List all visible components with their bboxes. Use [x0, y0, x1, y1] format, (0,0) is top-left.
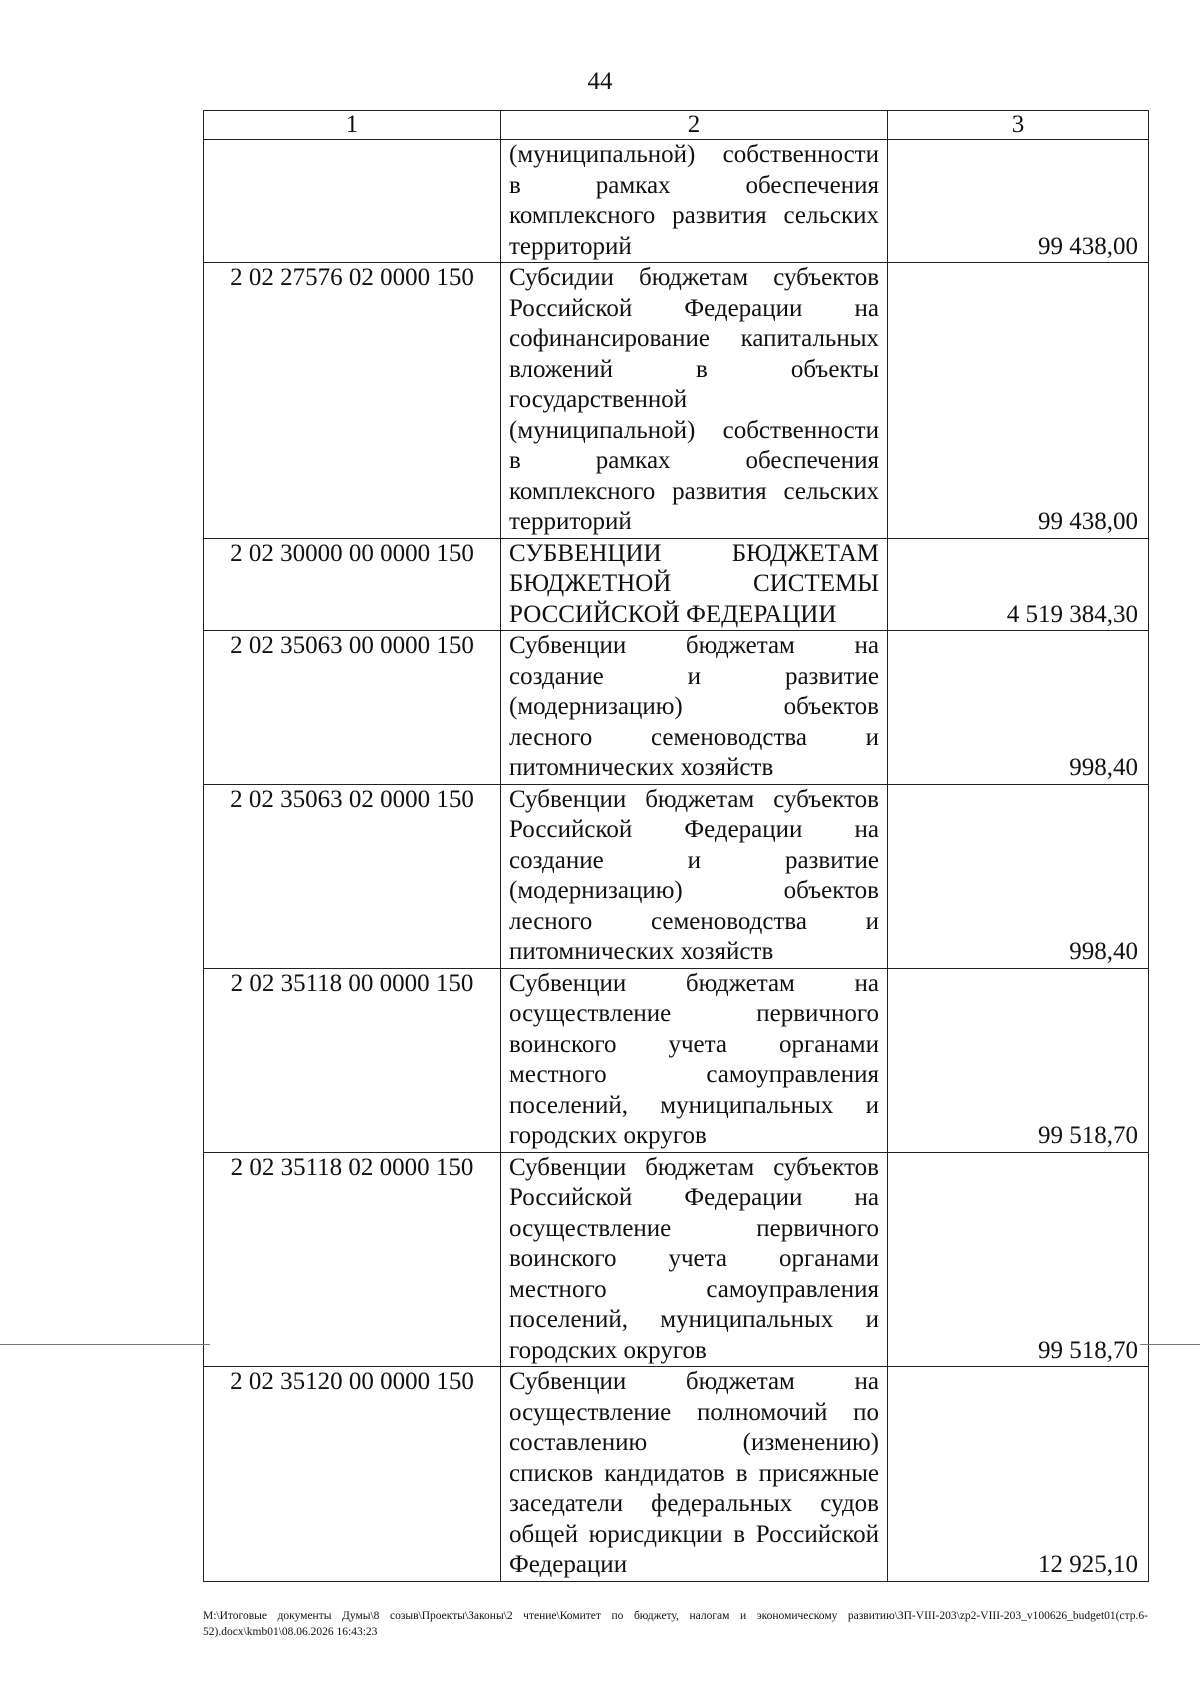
- description-line: вложений в объекты: [509, 355, 879, 383]
- description-line: СУБВЕНЦИИ БЮДЖЕТАМ: [509, 539, 879, 567]
- table-row: [204, 263, 1149, 539]
- description-line: городских округов: [509, 1122, 707, 1149]
- description-line: воинского учета органами: [509, 1030, 879, 1058]
- amount-cell: 12 925,10: [888, 1367, 1149, 1582]
- budget-code-cell: 2 02 27576 02 0000 150: [204, 263, 501, 539]
- table-row: [204, 968, 1149, 1152]
- budget-code-cell: 2 02 35063 00 0000 150: [204, 631, 501, 785]
- description-line: Российской Федерации на: [509, 294, 879, 322]
- table-row: [204, 631, 1149, 785]
- amount-cell: 99 518,70: [888, 968, 1149, 1152]
- table-row: [204, 1367, 1149, 1582]
- description-cell: [501, 263, 888, 539]
- description-line: составлению (изменению): [509, 1429, 879, 1456]
- description-line: осуществление первичного: [509, 1214, 879, 1242]
- description-line: комплексного развития сельских: [509, 477, 879, 505]
- description-line: Субвенции бюджетам на: [509, 969, 879, 997]
- table-row: [204, 140, 1149, 263]
- description-line: Федерации: [509, 1551, 628, 1578]
- description-cell: [501, 784, 888, 968]
- amount-cell: 998,40: [888, 631, 1149, 785]
- description-line: создание и развитие: [509, 846, 879, 874]
- budget-code-cell: 2 02 35118 00 0000 150: [204, 968, 501, 1152]
- description-line: БЮДЖЕТНОЙ СИСТЕМЫ: [509, 570, 879, 597]
- column-header-3: 3: [888, 111, 1149, 140]
- description-line: (муниципальной) собственности: [509, 416, 879, 444]
- description-line: Российской Федерации на: [509, 816, 879, 843]
- description-line: питомнических хозяйств: [509, 938, 774, 965]
- table-row: [204, 538, 1149, 631]
- description-line: осуществление первичного: [509, 1000, 879, 1027]
- description-line: комплексного развития сельских: [509, 202, 879, 229]
- table-header-row: [204, 111, 1149, 140]
- description-line: заседатели федеральных судов: [509, 1490, 879, 1517]
- description-line: (модернизацию) объектов: [509, 877, 879, 904]
- description-line: (модернизацию) объектов: [509, 693, 879, 720]
- description-line: территорий: [509, 508, 632, 535]
- description-line: воинского учета органами: [509, 1245, 879, 1272]
- budget-table: [203, 110, 1149, 1582]
- table-body: [204, 111, 1149, 1582]
- description-line: государственной: [509, 386, 688, 413]
- description-line: осуществление полномочий по: [509, 1398, 879, 1426]
- description-cell: [501, 140, 888, 263]
- description-line: поселений, муниципальных и: [509, 1091, 879, 1119]
- description-line: Субвенции бюджетам субъектов: [509, 1153, 879, 1181]
- description-line: Субвенции бюджетам на: [509, 1368, 879, 1395]
- description-line: списков кандидатов в присяжные: [509, 1459, 879, 1487]
- description-line: (муниципальной) собственности: [509, 141, 879, 168]
- amount-cell: 998,40: [888, 784, 1149, 968]
- description-line: Субвенции бюджетам на: [509, 632, 879, 659]
- budget-code-cell: 2 02 35120 00 0000 150: [204, 1367, 501, 1582]
- description-cell: [501, 1152, 888, 1367]
- description-line: Субвенции бюджетам субъектов: [509, 785, 879, 813]
- budget-code-cell: 2 02 30000 00 0000 150: [204, 538, 501, 631]
- description-cell: [501, 631, 888, 785]
- scan-divider-line: [1140, 1344, 1200, 1345]
- page-number: 44: [587, 68, 613, 95]
- budget-code-cell: 2 02 35118 02 0000 150: [204, 1152, 501, 1367]
- description-line: создание и развитие: [509, 662, 879, 690]
- amount-cell: 4 519 384,30: [888, 538, 1149, 631]
- description-line: поселений, муниципальных и: [509, 1306, 879, 1333]
- amount-cell: 99 518,70: [888, 1152, 1149, 1367]
- document-file-path: M:\Итоговые документы Думы\8 созыв\Проекты\Законы\2 чтение\Комитет по бюджету, налогам и экономическому развитию\ЗП-VIII-203\zp2-VIII-203_v100626_budget01(стр.6-52).docx\kmb01\08.06.2026 16:43:23: [203, 1610, 1148, 1638]
- amount-cell: 99 438,00: [888, 140, 1149, 263]
- description-cell: [501, 538, 888, 631]
- amount-cell: 99 438,00: [888, 263, 1149, 539]
- description-line: РОССИЙСКОЙ ФЕДЕРАЦИИ: [509, 600, 837, 628]
- description-cell: [501, 1367, 888, 1582]
- description-line: софинансирование капитальных: [509, 325, 879, 352]
- table-row: [204, 1152, 1149, 1367]
- description-line: лесного семеноводства и: [509, 723, 879, 751]
- description-line: лесного семеноводства и: [509, 907, 879, 935]
- description-line: городских округов: [509, 1336, 707, 1364]
- description-line: местного самоуправления: [509, 1275, 879, 1303]
- scan-divider-line: [0, 1344, 210, 1345]
- description-line: питомнических хозяйств: [509, 754, 774, 781]
- table-row: [204, 784, 1149, 968]
- description-line: общей юрисдикции в Российской: [509, 1520, 879, 1548]
- description-line: Субсидии бюджетам субъектов: [509, 264, 879, 291]
- column-header-1: 1: [204, 111, 501, 140]
- description-cell: [501, 968, 888, 1152]
- budget-code-cell: [204, 140, 501, 263]
- description-line: Российской Федерации на: [509, 1184, 879, 1211]
- description-line: территорий: [509, 232, 632, 260]
- description-line: местного самоуправления: [509, 1061, 879, 1088]
- description-line: в рамках обеспечения: [509, 171, 879, 199]
- budget-code-cell: 2 02 35063 02 0000 150: [204, 784, 501, 968]
- description-line: в рамках обеспечения: [509, 447, 879, 474]
- column-header-2: 2: [501, 111, 888, 140]
